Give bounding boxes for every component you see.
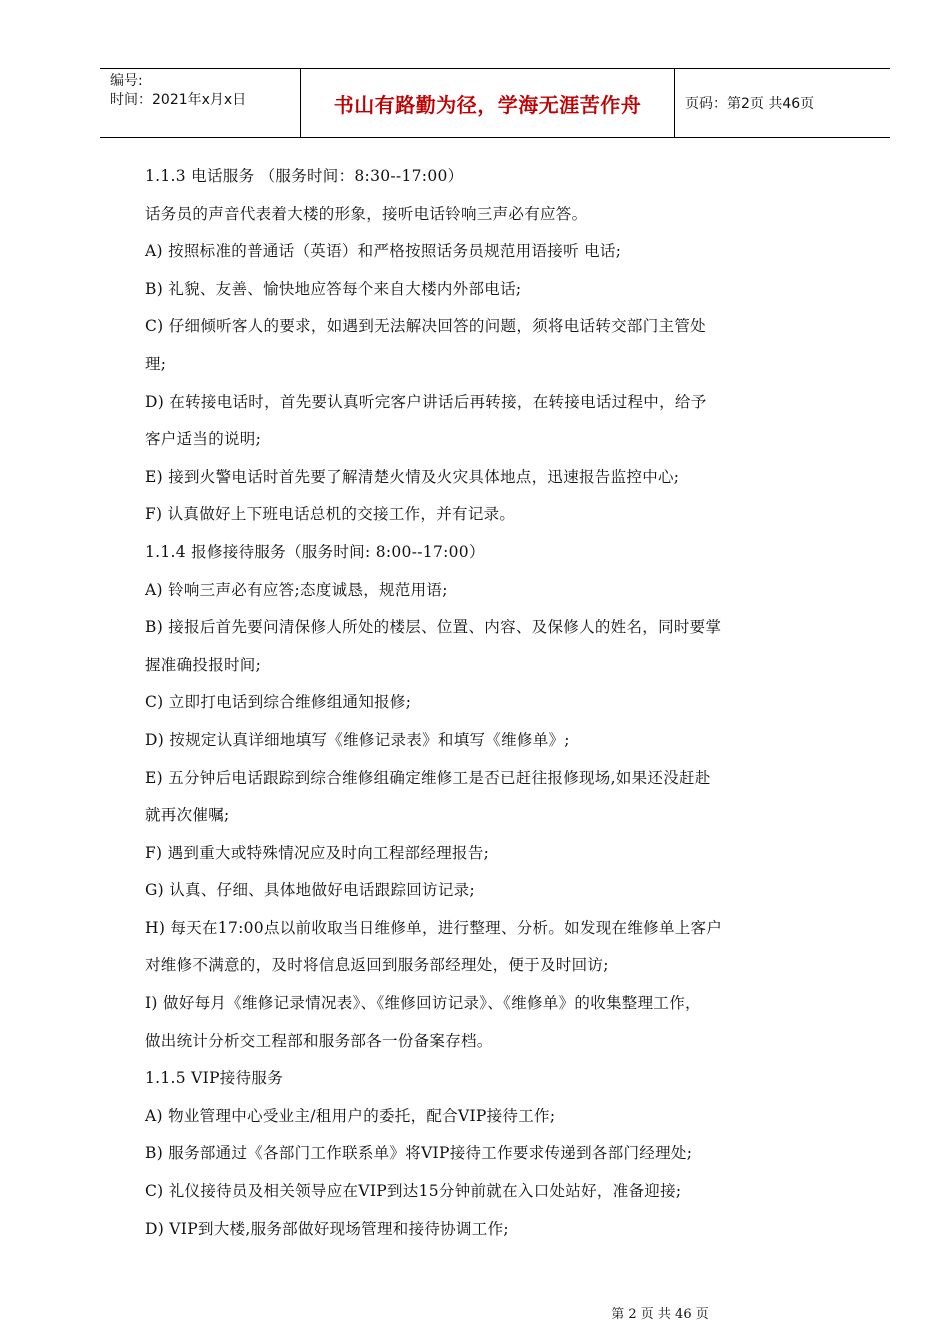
header-motto: 书山有路勤为径，学海无涯苦作舟 [301,69,675,137]
text-line: D) VIP到大楼,服务部做好现场管理和接待协调工作; [145,1219,509,1238]
text-line: 做出统计分析交工程部和服务部各一份备案存档。 [145,1031,493,1050]
text-line: 1.1.3 电话服务 （服务时间：8:30--17:00） [145,167,464,185]
page-footer: 第 2 页 共 46 页 [611,1307,709,1322]
text-line: D) 在转接电话时，首先要认真听完客户讲话后再转接，在转接电话过程中，给予 [145,392,707,411]
text-line: C) 礼仪接待员及相关领导应在VIP到达15分钟前就在入口处站好，准备迎接; [145,1182,682,1201]
text-line: D) 按规定认真详细地填写《维修记录表》和填写《维修单》; [145,730,570,749]
text-line: A) 物业管理中心受业主/租用户的委托，配合VIP接待工作; [145,1106,556,1125]
text-line: F) 认真做好上下班电话总机的交接工作，并有记录。 [145,505,516,524]
text-line: C) 立即打电话到综合维修组通知报修; [145,693,412,712]
text-line: E) 五分钟后电话跟踪到综合维修组确定维修工是否已赶往报修现场,如果还没赶赴 [145,768,711,787]
text-line: E) 接到火警电话时首先要了解清楚火情及火灾具体地点，迅速报告监控中心; [145,467,680,486]
text-line: B) 礼貌、友善、愉快地应答每个来自大楼内外部电话; [145,279,522,298]
text-line: B) 服务部通过《各部门工作联系单》将VIP接待工作要求传递到各部门经理处; [145,1144,693,1163]
text-line: G) 认真、仔细、具体地做好电话跟踪回访记录; [145,881,475,900]
document-time-label: 时间：2021年x月x日 [110,92,247,108]
document-number-label: 编号: [110,73,143,89]
text-line: H) 每天在17:00点以前收取当日维修单，进行整理、分析。如发现在维修单上客户 [145,918,723,937]
text-line: 理; [145,354,167,373]
text-line: C) 仔细倾听客人的要求，如遇到无法解决回答的问题，须将电话转交部门主管处 [145,317,706,336]
text-line: 1.1.5 VIP接待服务 [145,1069,284,1088]
text-line: A) 按照标准的普通话（英语）和严格按照话务员规范用语接听 电话; [145,242,622,261]
header-meta [100,69,301,137]
text-line: 对维修不满意的，及时将信息返回到服务部经理处，便于及时回访; [145,956,609,975]
text-line: 就再次催嘱; [145,806,230,825]
header-page-info: 页码：第2页 共46页 [685,96,815,112]
text-line: 话务员的声音代表着大楼的形象，接听电话铃响三声必有应答。 [145,204,588,223]
page-header [100,68,890,138]
text-line: I) 做好每月《维修记录情况表》、《维修回访记录》、《维修单》的收集整理工作， [145,994,701,1013]
text-line: 1.1.4 报修接待服务（服务时间: 8:00--17:00） [145,542,485,561]
text-line: B) 接报后首先要问清保修人所处的楼层、位置、内容、及保修人的姓名，同时要掌 [145,618,722,637]
text-line: A) 铃响三声必有应答;态度诚恳，规范用语; [145,580,448,599]
text-line: 握准确投报时间; [145,655,262,674]
document-body [145,158,850,1248]
text-line: 客户适当的说明; [145,430,262,449]
text-line: F) 遇到重大或特殊情况应及时向工程部经理报告; [145,843,490,862]
